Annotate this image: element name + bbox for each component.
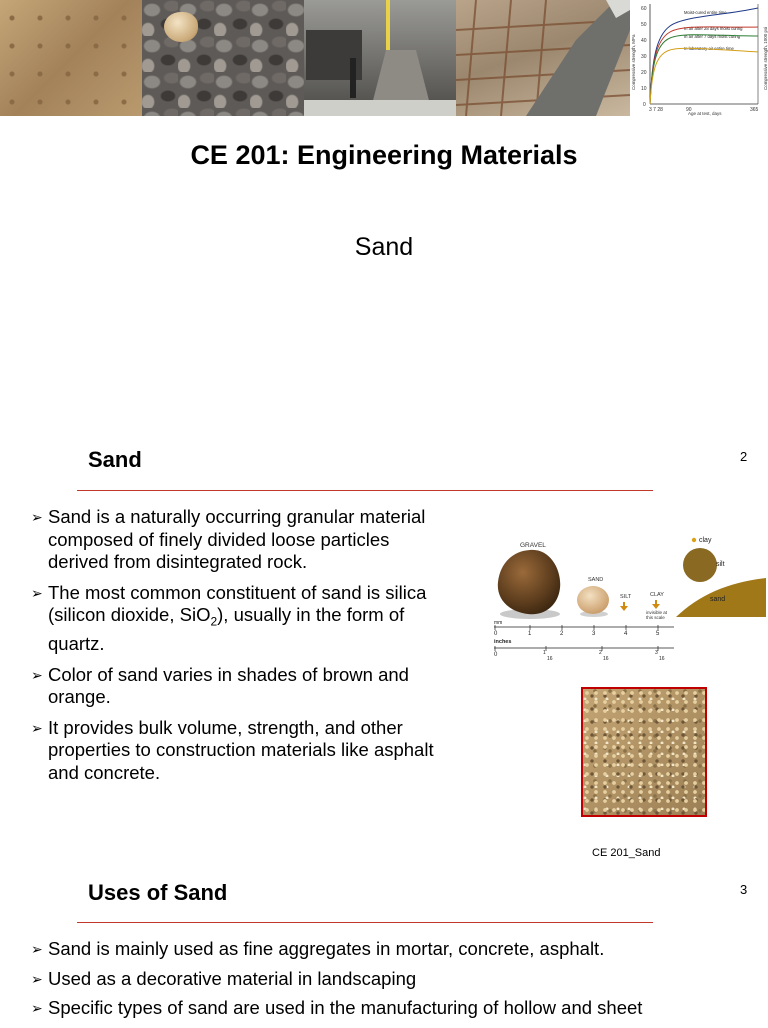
y-axis-label-right: Compressive strength, 1000 psi xyxy=(763,26,768,90)
legend-entry: In laboratory air entire time xyxy=(684,46,734,51)
bullet-marker-icon: ➢ xyxy=(31,719,43,736)
clay-label: CLAY xyxy=(650,592,664,598)
mm-tick: 5 xyxy=(656,631,660,637)
sand-closeup-photo xyxy=(581,687,707,817)
bullet-marker-icon: ➢ xyxy=(31,1000,43,1016)
bullet-marker-icon: ➢ xyxy=(31,970,43,987)
legend-entry: In air after 7 days moist curing xyxy=(684,34,741,39)
silt-particle xyxy=(683,548,717,582)
bullet-marker-icon: ➢ xyxy=(31,584,43,601)
y-tick: 20 xyxy=(641,70,647,76)
page-number: 3 xyxy=(740,882,748,897)
clay-arrow-icon xyxy=(652,600,660,609)
series-moist-cured xyxy=(650,8,758,104)
slide-footer: CE 201_Sand xyxy=(592,847,661,859)
x-tick: 3 7 28 xyxy=(649,107,663,113)
sand-key-label: sand xyxy=(710,596,726,603)
x-axis-label: Age at test, days xyxy=(688,111,722,116)
inch-tick-den: 16 xyxy=(547,656,553,662)
mm-tick: 4 xyxy=(624,631,628,637)
y-tick: 30 xyxy=(641,54,647,60)
y-axis-label-left: Compressive strength, MPa xyxy=(631,34,636,90)
gravel-particle xyxy=(498,550,560,614)
inch-tick-den: 16 xyxy=(603,656,609,662)
mm-label: mm xyxy=(494,620,503,626)
concrete-pour-photo xyxy=(456,0,630,116)
silt-arrow-icon xyxy=(620,602,628,611)
slide-heading: Sand xyxy=(88,447,142,472)
bullet-item: ➢ Color of sand varies in shades of brown and orange. xyxy=(31,663,409,708)
concrete-pour-illustration xyxy=(456,0,630,116)
gravel-photo xyxy=(142,0,304,116)
page-number: 2 xyxy=(740,449,748,464)
legend-entry: In air after 28 days moist curing xyxy=(684,26,743,31)
strength-age-chart-svg xyxy=(630,0,768,116)
bullet-item: ➢ The most common constituent of sand is silica (silicon dioxide, SiO$_2$), usually in the form of quartz. xyxy=(31,581,427,655)
invisible-note: this scale xyxy=(646,615,665,620)
bullet-marker-icon: ➢ xyxy=(31,941,43,957)
bullet-item: ➢ Sand is mainly used as fine aggregates in mortar, concrete, asphalt. xyxy=(31,938,605,959)
mm-tick: 3 xyxy=(592,631,596,637)
bullet-item: ➢ Sand is a naturally occurring granular material composed of finely divided loose particles derived from disintegrated rock. xyxy=(31,506,426,572)
sand-photo xyxy=(0,0,142,116)
y-tick: 60 xyxy=(641,6,647,12)
sand-particle xyxy=(577,586,609,614)
bullet-item: ➢ Specific types of sand are used in the manufacturing of hollow and sheet xyxy=(31,997,643,1018)
clay-key-label: clay xyxy=(699,537,712,544)
mm-tick: 1 xyxy=(528,631,532,637)
inch-tick-num: 2 xyxy=(599,650,602,656)
sand-label: SAND xyxy=(588,577,604,583)
series-lab-air xyxy=(650,48,758,104)
slide-heading: Uses of Sand xyxy=(88,880,228,905)
slide-title: CE 201: Engineering Materials xyxy=(190,140,578,170)
banner-image-strip xyxy=(0,0,768,116)
inch-tick-num: 3 xyxy=(655,650,658,656)
bullet-marker-icon: ➢ xyxy=(31,666,43,683)
bullet-item: ➢ It provides bulk volume, strength, and other properties to construction materials like asphalt and concrete. xyxy=(31,716,434,783)
y-tick: 10 xyxy=(641,86,647,92)
inch-tick-num: 1 xyxy=(543,650,546,656)
inch-tick-den: 16 xyxy=(659,656,665,662)
slump-test-photo xyxy=(304,0,456,116)
y-tick: 0 xyxy=(643,102,646,108)
heading-divider xyxy=(77,922,653,923)
bullet-marker-icon: ➢ xyxy=(31,509,43,525)
x-tick: 365 xyxy=(750,107,759,113)
bullet-item: ➢ Used as a decorative material in landscaping xyxy=(31,967,417,989)
slide-subtitle: Sand xyxy=(354,233,414,261)
mm-tick: 2 xyxy=(560,631,564,637)
strength-age-chart xyxy=(630,0,768,116)
clay-particle xyxy=(692,538,696,542)
silt-label: SILT xyxy=(620,594,632,600)
y-tick: 40 xyxy=(641,38,647,44)
bullet-list xyxy=(31,938,751,1028)
y-tick: 50 xyxy=(641,22,647,28)
inches-label: inches xyxy=(494,639,512,645)
heading-divider xyxy=(77,490,653,491)
particle-size-diagram xyxy=(490,530,766,666)
bullet-list xyxy=(31,506,491,792)
inch-tick: 0 xyxy=(494,652,498,658)
mm-tick: 0 xyxy=(494,631,498,637)
x-tick: 90 xyxy=(686,107,692,113)
invisible-note: invisible at xyxy=(646,610,668,615)
slump-test-illustration xyxy=(304,0,456,116)
gravel-label: GRAVEL xyxy=(520,542,546,549)
silt-key-label: silt xyxy=(716,561,725,568)
gravel-stone xyxy=(164,12,198,42)
legend-entry: Moist-cured entire time xyxy=(684,10,727,15)
